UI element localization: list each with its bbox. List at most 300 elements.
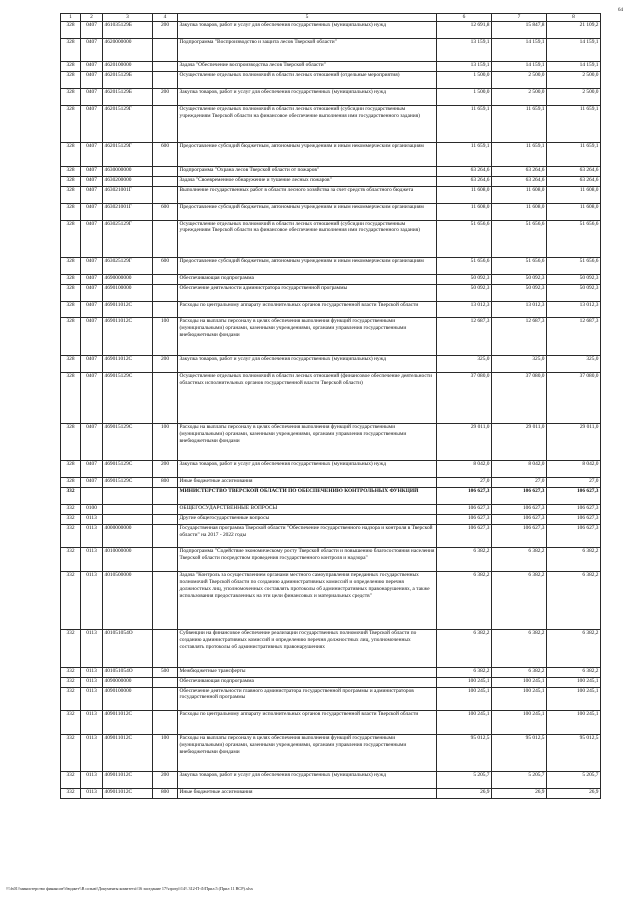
expense-type-code-cell: 200 <box>153 772 178 789</box>
description-cell: Расходы на выплаты персоналу в целях обеспечения выполнения функций государственными (муниципальными) органами, казенными учреждениями, органами управления государственными внебюджетными фондами <box>178 734 437 772</box>
table-row <box>61 220 601 258</box>
amount-2021-cell: 63 264,6 <box>547 177 601 187</box>
expense-type-code-cell <box>153 220 178 258</box>
amount-2021-cell: 37 080,0 <box>547 372 601 423</box>
target-article-code-cell: 463021001Г <box>103 186 153 203</box>
amount-2019-cell: 1 500,0 <box>437 72 492 89</box>
amount-2021-cell: 50 092,3 <box>547 284 601 301</box>
amount-2019-cell: 6 382,2 <box>437 572 492 630</box>
amount-2020-cell: 50 092,3 <box>492 284 547 301</box>
section-code-cell: 0407 <box>81 72 103 89</box>
section-code-cell: 0407 <box>81 89 103 106</box>
amount-2021-cell: 14 159,1 <box>547 62 601 72</box>
amount-2019-cell: 106 627,3 <box>437 504 492 514</box>
table-row <box>61 667 601 677</box>
amount-2021-cell: 6 382,2 <box>547 548 601 572</box>
expense-type-code-cell <box>153 186 178 203</box>
table-row <box>61 423 601 461</box>
footer-file-path: \\\\fs01\\министерство финансов\\бюджет\\В созыв\\Документы комитета\\16 заседание 17\\прогр\\14\\ 312-П-4\\Прил.5 (Прил 11 ВСР).xlsx <box>6 886 253 891</box>
amount-2019-cell: 13 159,1 <box>437 62 492 72</box>
description-cell: Осуществление отдельных полномочий в области лесных отношений (субсидии государственным учреждениям Тверской области на финансовое обеспечение выполнения ими государственного задания) <box>178 220 437 258</box>
amount-2019-cell: 325,0 <box>437 355 492 372</box>
section-code-cell: 0100 <box>81 504 103 514</box>
ministry-code-cell: 332 <box>61 734 81 772</box>
ministry-code-cell: 328 <box>61 274 81 284</box>
amount-2021-cell: 6 382,2 <box>547 572 601 630</box>
amount-2020-cell: 8 042,0 <box>492 461 547 478</box>
amount-2020-cell: 2 500,0 <box>492 72 547 89</box>
description-cell: Расходы по центральному аппарату исполнительных органов государственной власти Тверской области <box>178 711 437 735</box>
expense-type-code-cell <box>153 72 178 89</box>
amount-2021-cell: 8 042,0 <box>547 461 601 478</box>
amount-2020-cell: 100 245,1 <box>492 677 547 687</box>
amount-2020-cell: 29 011,0 <box>492 423 547 461</box>
section-code-cell: 0113 <box>81 514 103 524</box>
target-article-code-cell: 409011012С <box>103 772 153 789</box>
expense-type-code-cell: 800 <box>153 789 178 799</box>
amount-2021-cell: 106 627,3 <box>547 524 601 548</box>
expense-type-code-cell <box>153 372 178 423</box>
target-article-code-cell: 409011012С <box>103 711 153 735</box>
target-article-code-cell: 4620000000 <box>103 38 153 62</box>
amount-2021-cell: 63 264,6 <box>547 167 601 177</box>
table-row <box>61 105 601 143</box>
target-article-code-cell: 4010500000 <box>103 572 153 630</box>
section-code-cell: 0407 <box>81 355 103 372</box>
table-row <box>61 504 601 514</box>
ministry-code-cell: 328 <box>61 22 81 39</box>
amount-2020-cell: 6 382,2 <box>492 630 547 668</box>
expense-type-code-cell: 200 <box>153 355 178 372</box>
expense-type-code-cell: 100 <box>153 734 178 772</box>
ministry-code-cell: 328 <box>61 258 81 275</box>
amount-2019-cell: 11 608,0 <box>437 203 492 220</box>
header-cell-6: 6 <box>437 14 492 22</box>
amount-2020-cell: 106 627,3 <box>492 524 547 548</box>
table-row <box>61 677 601 687</box>
expense-type-code-cell: 600 <box>153 203 178 220</box>
amount-2021-cell: 27,0 <box>547 478 601 488</box>
section-code-cell: 0113 <box>81 687 103 711</box>
description-cell: Осуществление отдельных полномочий в области лесных отношений (субсидии государственным учреждениям Тверской области на финансовое обеспечение выполнения ими государственного задания) <box>178 105 437 143</box>
amount-2021-cell: 106 627,3 <box>547 514 601 524</box>
table-row <box>61 301 601 318</box>
expense-type-code-cell <box>153 630 178 668</box>
amount-2019-cell: 50 092,3 <box>437 274 492 284</box>
header-cell-4: 4 <box>153 14 178 22</box>
amount-2020-cell: 14 159,1 <box>492 62 547 72</box>
amount-2021-cell: 5 205,7 <box>547 772 601 789</box>
description-cell: Выполнение государственных работ в области лесного хозяйства за счет средств областного бюджета <box>178 186 437 203</box>
section-code-cell: 0407 <box>81 423 103 461</box>
target-article-code-cell: 469015129С <box>103 372 153 423</box>
section-code-cell: 0113 <box>81 524 103 548</box>
ministry-code-cell: 332 <box>61 789 81 799</box>
section-code-cell: 0407 <box>81 22 103 39</box>
table-row <box>61 186 601 203</box>
amount-2021-cell: 11 659,1 <box>547 105 601 143</box>
target-article-code-cell: 409011012С <box>103 789 153 799</box>
table-row <box>61 372 601 423</box>
ministry-code-cell: 332 <box>61 772 81 789</box>
amount-2019-cell: 6 382,2 <box>437 548 492 572</box>
table-row <box>61 143 601 167</box>
amount-2019-cell: 27,0 <box>437 478 492 488</box>
section-code-cell: 0407 <box>81 167 103 177</box>
amount-2021-cell: 2 500,0 <box>547 89 601 106</box>
ministry-code-cell: 332 <box>61 488 81 505</box>
amount-2021-cell: 106 627,3 <box>547 488 601 505</box>
target-article-code-cell: 4630200000 <box>103 177 153 187</box>
ministry-code-cell: 328 <box>61 355 81 372</box>
amount-2020-cell: 63 264,6 <box>492 177 547 187</box>
ministry-code-cell: 332 <box>61 667 81 677</box>
expense-type-code-cell <box>153 62 178 72</box>
ministry-code-cell: 328 <box>61 72 81 89</box>
target-article-code-cell: 462015129Г <box>103 143 153 167</box>
amount-2019-cell: 100 245,1 <box>437 687 492 711</box>
target-article-code-cell: 469011012С <box>103 318 153 356</box>
section-code-cell: 0407 <box>81 372 103 423</box>
description-cell: Осуществление отдельных полномочий в области лесных отношений (финансовое обеспечение деятельности областных исполнительных органов государственной власти Тверской области) <box>178 372 437 423</box>
ministry-code-cell: 328 <box>61 301 81 318</box>
target-article-code-cell: 4010000000 <box>103 548 153 572</box>
amount-2019-cell: 6 382,2 <box>437 667 492 677</box>
table-row <box>61 177 601 187</box>
description-cell: Задача "Своевременное обнаружение и тушение лесных пожаров" <box>178 177 437 187</box>
amount-2019-cell: 11 659,1 <box>437 105 492 143</box>
expense-type-code-cell <box>153 488 178 505</box>
budget-table <box>60 13 601 799</box>
target-article-code-cell: 462015129Б <box>103 89 153 106</box>
ministry-code-cell: 328 <box>61 478 81 488</box>
amount-2020-cell: 51 656,6 <box>492 220 547 258</box>
ministry-code-cell: 328 <box>61 372 81 423</box>
description-cell: Закупка товаров, работ и услуг для обеспечения государственных (муниципальных) нужд <box>178 89 437 106</box>
table-row <box>61 355 601 372</box>
description-cell: Иные бюджетные ассигнования <box>178 789 437 799</box>
amount-2020-cell: 106 627,3 <box>492 514 547 524</box>
amount-2020-cell: 100 245,1 <box>492 687 547 711</box>
expense-type-code-cell: 100 <box>153 318 178 356</box>
target-article-code-cell <box>103 504 153 514</box>
ministry-code-cell: 328 <box>61 220 81 258</box>
section-code-cell: 0113 <box>81 667 103 677</box>
section-code-cell: 0113 <box>81 711 103 735</box>
expense-type-code-cell: 200 <box>153 22 178 39</box>
target-article-code-cell: 469011012С <box>103 355 153 372</box>
expense-type-code-cell <box>153 274 178 284</box>
amount-2020-cell: 100 245,1 <box>492 711 547 735</box>
expense-type-code-cell: 100 <box>153 423 178 461</box>
amount-2020-cell: 6 382,2 <box>492 548 547 572</box>
header-cell-5: 5 <box>178 14 437 22</box>
amount-2020-cell: 51 656,6 <box>492 258 547 275</box>
ministry-code-cell: 328 <box>61 318 81 356</box>
amount-2021-cell: 11 608,0 <box>547 186 601 203</box>
target-article-code-cell: 463021001Г <box>103 203 153 220</box>
amount-2020-cell: 15 847,8 <box>492 22 547 39</box>
description-cell: Обеспечивающая подпрограмма <box>178 677 437 687</box>
ministry-code-cell: 328 <box>61 167 81 177</box>
ministry-code-cell: 328 <box>61 89 81 106</box>
amount-2019-cell: 100 245,1 <box>437 711 492 735</box>
target-article-code-cell: 401051054О <box>103 667 153 677</box>
target-article-code-cell: 463025129Г <box>103 258 153 275</box>
ministry-code-cell: 332 <box>61 572 81 630</box>
target-article-code-cell: 469015129С <box>103 423 153 461</box>
amount-2020-cell: 37 080,0 <box>492 372 547 423</box>
description-cell: Подпрограмма "Воспроизводство и защита лесов Тверской области" <box>178 38 437 62</box>
ministry-code-cell: 328 <box>61 177 81 187</box>
expense-type-code-cell: 200 <box>153 461 178 478</box>
description-cell: Расходы по центральному аппарату исполнительных органов государственной власти Тверской области <box>178 301 437 318</box>
amount-2021-cell: 12 687,3 <box>547 318 601 356</box>
target-article-code-cell: 4090100000 <box>103 687 153 711</box>
description-cell: Задача "Обеспечение воспроизводства лесов Тверской области" <box>178 62 437 72</box>
section-code-cell: 0113 <box>81 548 103 572</box>
expense-type-code-cell: 800 <box>153 478 178 488</box>
amount-2019-cell: 1 500,0 <box>437 89 492 106</box>
amount-2020-cell: 63 264,6 <box>492 167 547 177</box>
amount-2019-cell: 6 382,2 <box>437 630 492 668</box>
amount-2020-cell: 11 659,1 <box>492 143 547 167</box>
section-code-cell: 0407 <box>81 105 103 143</box>
amount-2020-cell: 2 500,0 <box>492 89 547 106</box>
amount-2021-cell: 6 382,2 <box>547 667 601 677</box>
description-cell: Иные бюджетные ассигнования <box>178 478 437 488</box>
description-cell: Обеспечивающая подпрограмма <box>178 274 437 284</box>
expense-type-code-cell <box>153 514 178 524</box>
amount-2021-cell: 2 500,0 <box>547 72 601 89</box>
header-row <box>61 14 601 22</box>
table-row <box>61 461 601 478</box>
ministry-code-cell: 332 <box>61 677 81 687</box>
amount-2019-cell: 63 264,6 <box>437 177 492 187</box>
amount-2019-cell: 12 691,8 <box>437 22 492 39</box>
ministry-code-cell: 328 <box>61 143 81 167</box>
amount-2020-cell: 5 205,7 <box>492 772 547 789</box>
table-row <box>61 734 601 772</box>
ministry-code-cell: 328 <box>61 105 81 143</box>
section-code-cell: 0407 <box>81 177 103 187</box>
section-code-cell: 0407 <box>81 478 103 488</box>
table-row <box>61 548 601 572</box>
table-row <box>61 514 601 524</box>
amount-2021-cell: 21 109,2 <box>547 22 601 39</box>
ministry-code-cell: 332 <box>61 548 81 572</box>
description-cell: Обеспечение деятельности главного администратора государственной программы и администраторов государственной программы <box>178 687 437 711</box>
amount-2019-cell: 106 627,3 <box>437 488 492 505</box>
table-row <box>61 478 601 488</box>
section-code-cell: 0407 <box>81 143 103 167</box>
amount-2021-cell: 29 011,0 <box>547 423 601 461</box>
amount-2019-cell: 11 608,0 <box>437 186 492 203</box>
amount-2020-cell: 13 012,3 <box>492 301 547 318</box>
target-article-code-cell: 4630000000 <box>103 167 153 177</box>
amount-2020-cell: 14 159,1 <box>492 38 547 62</box>
amount-2021-cell: 100 245,1 <box>547 687 601 711</box>
ministry-code-cell: 332 <box>61 514 81 524</box>
amount-2021-cell: 100 245,1 <box>547 711 601 735</box>
amount-2019-cell: 106 627,3 <box>437 514 492 524</box>
amount-2021-cell: 106 627,3 <box>547 504 601 514</box>
ministry-code-cell: 332 <box>61 687 81 711</box>
section-code-cell: 0113 <box>81 772 103 789</box>
ministry-code-cell: 328 <box>61 62 81 72</box>
description-cell: Государственная программа Тверской области "Обеспечение государственного надзора и контроля в Тверской области" на 2017 - 2022 годы <box>178 524 437 548</box>
section-code-cell: 0407 <box>81 220 103 258</box>
header-cell-7: 7 <box>492 14 547 22</box>
section-code-cell: 0407 <box>81 38 103 62</box>
amount-2021-cell: 14 159,1 <box>547 38 601 62</box>
expense-type-code-cell <box>153 177 178 187</box>
amount-2020-cell: 325,0 <box>492 355 547 372</box>
table-row <box>61 318 601 356</box>
description-cell: Закупка товаров, работ и услуг для обеспечения государственных (муниципальных) нужд <box>178 355 437 372</box>
ministry-code-cell: 328 <box>61 461 81 478</box>
description-cell: Подпрограмма "Охрана лесов Тверской области от пожаров" <box>178 167 437 177</box>
target-article-code-cell: 469015129С <box>103 478 153 488</box>
target-article-code-cell: 469015129С <box>103 461 153 478</box>
expense-type-code-cell <box>153 687 178 711</box>
amount-2021-cell: 6 382,2 <box>547 630 601 668</box>
table-row <box>61 524 601 548</box>
description-cell: Субвенции на финансовое обеспечение реализации государственных полномочий Тверской области по созданию административных комиссий и определению перечня должностных лиц, уполномоченных составлять протоколы об административных правонарушениях <box>178 630 437 668</box>
description-cell: Закупка товаров, работ и услуг для обеспечения государственных (муниципальных) нужд <box>178 772 437 789</box>
table-row <box>61 284 601 301</box>
amount-2019-cell: 5 205,7 <box>437 772 492 789</box>
amount-2019-cell: 51 656,6 <box>437 220 492 258</box>
amount-2020-cell: 50 092,3 <box>492 274 547 284</box>
table-row <box>61 789 601 799</box>
ministry-code-cell: 332 <box>61 711 81 735</box>
target-article-code-cell: 469011012С <box>103 301 153 318</box>
amount-2020-cell: 11 608,0 <box>492 203 547 220</box>
description-cell: Закупка товаров, работ и услуг для обеспечения государственных (муниципальных) нужд <box>178 461 437 478</box>
description-cell: МИНИСТЕРСТВО ТВЕРСКОЙ ОБЛАСТИ ПО ОБЕСПЕЧЕНИЮ КОНТРОЛЬНЫХ ФУНКЦИЙ <box>178 488 437 505</box>
section-code-cell: 0113 <box>81 630 103 668</box>
ministry-code-cell: 328 <box>61 186 81 203</box>
description-cell: Предоставление субсидий бюджетным, автономным учреждениям и иным некоммерческим организациям <box>178 258 437 275</box>
amount-2020-cell: 11 608,0 <box>492 186 547 203</box>
target-article-code-cell: 462015129Б <box>103 72 153 89</box>
section-code-cell: 0407 <box>81 203 103 220</box>
table-row <box>61 89 601 106</box>
amount-2019-cell: 13 012,3 <box>437 301 492 318</box>
table-row <box>61 167 601 177</box>
description-cell: Другие общегосударственные вопросы <box>178 514 437 524</box>
section-code-cell: 0407 <box>81 284 103 301</box>
expense-type-code-cell <box>153 105 178 143</box>
amount-2020-cell: 12 687,3 <box>492 318 547 356</box>
expense-type-code-cell <box>153 38 178 62</box>
header-cell-3: 3 <box>103 14 153 22</box>
table-row <box>61 630 601 668</box>
amount-2019-cell: 95 012,5 <box>437 734 492 772</box>
amount-2019-cell: 11 659,1 <box>437 143 492 167</box>
expense-type-code-cell <box>153 711 178 735</box>
amount-2019-cell: 26,9 <box>437 789 492 799</box>
expense-type-code-cell: 200 <box>153 89 178 106</box>
amount-2019-cell: 106 627,3 <box>437 524 492 548</box>
expense-type-code-cell: 500 <box>153 667 178 677</box>
table-row <box>61 274 601 284</box>
section-code-cell: 0113 <box>81 677 103 687</box>
ministry-code-cell: 328 <box>61 203 81 220</box>
amount-2021-cell: 50 092,3 <box>547 274 601 284</box>
amount-2020-cell: 27,0 <box>492 478 547 488</box>
amount-2020-cell: 95 012,5 <box>492 734 547 772</box>
target-article-code-cell: 461035129Б <box>103 22 153 39</box>
section-code-cell: 0113 <box>81 734 103 772</box>
section-code-cell: 0407 <box>81 258 103 275</box>
amount-2021-cell: 11 608,0 <box>547 203 601 220</box>
table-row <box>61 258 601 275</box>
ministry-code-cell: 332 <box>61 524 81 548</box>
amount-2019-cell: 29 011,0 <box>437 423 492 461</box>
amount-2020-cell: 6 382,2 <box>492 572 547 630</box>
section-code-cell: 0407 <box>81 301 103 318</box>
amount-2021-cell: 100 245,1 <box>547 677 601 687</box>
amount-2019-cell: 51 656,6 <box>437 258 492 275</box>
expense-type-code-cell: 600 <box>153 258 178 275</box>
target-article-code-cell: 4000000000 <box>103 524 153 548</box>
ministry-code-cell: 328 <box>61 38 81 62</box>
target-article-code-cell: 4690000000 <box>103 274 153 284</box>
target-article-code-cell: 4690100000 <box>103 284 153 301</box>
amount-2021-cell: 26,9 <box>547 789 601 799</box>
table-row <box>61 772 601 789</box>
ministry-code-cell: 328 <box>61 423 81 461</box>
amount-2019-cell: 13 159,1 <box>437 38 492 62</box>
target-article-code-cell: 463025129Г <box>103 220 153 258</box>
table-row <box>61 203 601 220</box>
target-article-code-cell: 401051054О <box>103 630 153 668</box>
amount-2019-cell: 50 092,3 <box>437 284 492 301</box>
target-article-code-cell: 4090000000 <box>103 677 153 687</box>
expense-type-code-cell <box>153 677 178 687</box>
description-cell: Закупка товаров, работ и услуг для обеспечения государственных (муниципальных) нужд <box>178 22 437 39</box>
description-cell: Межбюджетные трансферты <box>178 667 437 677</box>
amount-2019-cell: 12 687,3 <box>437 318 492 356</box>
table-row <box>61 488 601 505</box>
amount-2021-cell: 325,0 <box>547 355 601 372</box>
amount-2020-cell: 26,9 <box>492 789 547 799</box>
header-cell-1: 1 <box>61 14 81 22</box>
amount-2020-cell: 6 382,2 <box>492 667 547 677</box>
description-cell: Предоставление субсидий бюджетным, автономным учреждениям и иным некоммерческим организациям <box>178 203 437 220</box>
section-code-cell: 0407 <box>81 274 103 284</box>
description-cell: ОБЩЕГОСУДАРСТВЕННЫЕ ВОПРОСЫ <box>178 504 437 514</box>
expense-type-code-cell: 600 <box>153 143 178 167</box>
expense-type-code-cell <box>153 572 178 630</box>
description-cell: Обеспечение деятельности администратора государственной программы <box>178 284 437 301</box>
description-cell: Задача "Контроль за осуществлением органами местного самоуправления переданных государственных полномочий Тверской области по созданию административных комиссий и определению перечня должностных лиц, уполномоченных составлять протоколы об административных правонарушениях, а также использования предоставленных на эти цели финансовых и материальных средств" <box>178 572 437 630</box>
ministry-code-cell: 328 <box>61 284 81 301</box>
table-row <box>61 22 601 39</box>
section-code-cell <box>81 488 103 505</box>
amount-2020-cell: 106 627,3 <box>492 504 547 514</box>
section-code-cell: 0113 <box>81 789 103 799</box>
amount-2020-cell: 11 659,1 <box>492 105 547 143</box>
table-row <box>61 38 601 62</box>
target-article-code-cell <box>103 514 153 524</box>
expense-type-code-cell <box>153 284 178 301</box>
amount-2019-cell: 63 264,6 <box>437 167 492 177</box>
section-code-cell: 0407 <box>81 318 103 356</box>
target-article-code-cell: 409011012С <box>103 734 153 772</box>
